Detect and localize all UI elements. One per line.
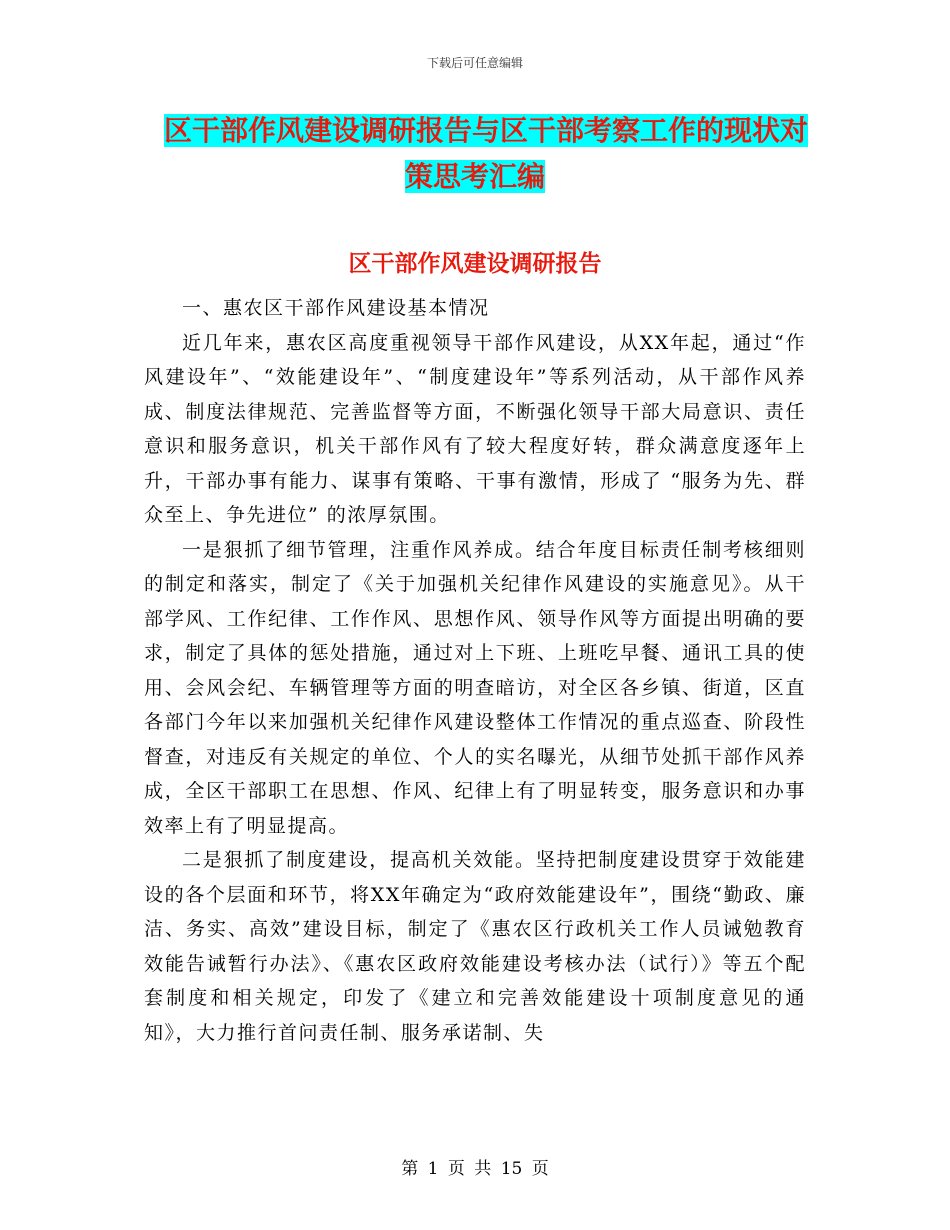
section-heading-1: 一、惠农区干部作风建设基本情况 [182, 297, 490, 319]
document-title-line-2: 策思考汇编 [404, 160, 545, 193]
paragraph-point-1: 一是狠抓了细节管理，注重作风养成。结合年度目标责任制考核细则的制定和落实，制定了《关于加强机关纪律作风建设的实施意见》。从干部学风、工作纪律、工作作风、思想作风、领导作风等方面提出明确的要求，制定了具体的惩处措施，通过对上下班、上班吃早餐、通讯工具的使用、会风会纪、车辆管理等方面的明查暗访，对全区各乡镇、街道，区直各部门今年以来加强机关纪律作风建设整体工作情况的重点巡查、阶段性督查，对违反有关规定的单位、个人的实名曝光，从细节处抓干部作风养成，全区干部职工在思想、作风、纪律上有了明显转变，服务意识和办事效率上有了明显提高。 [144, 538, 806, 837]
page-number-footer: 第 1 页 共 15 页 [401, 1159, 549, 1179]
document-title-line-1: 区干部作风建设调研报告与区干部考察工作的现状对 [163, 114, 808, 147]
document-title [0, 108, 950, 200]
document-body [144, 291, 806, 1050]
paragraph-intro: 近几年来，惠农区高度重视领导干部作风建设，从XX年起，通过“作风建设年”、“效能建设年”、“制度建设年”等系列活动，从干部作风养成、制度法律规范、完善监督等方面，不断强化领导干部大局意识、责任意识和服务意识，机关干部作风有了较大程度好转，群众满意度逐年上升，干部办事有能力、谋事有策略、干事有激情，形成了 “服务为先、群众至上、争先进位” 的浓厚氛围。 [144, 331, 806, 526]
page-header-note: 下载后可任意编辑 [426, 56, 523, 70]
section-title: 区干部作风建设调研报告 [348, 251, 602, 277]
paragraph-point-2: 二是狠抓了制度建设，提高机关效能。坚持把制度建设贯穿于效能建设的各个层面和环节，将XX年确定为“政府效能建设年”，围绕“勤政、廉洁、务实、高效”建设目标，制定了《惠农区行政机关工作人员诫勉教育效能告诫暂行办法》、《惠农区政府效能建设考核办法（试行）》等五个配套制度和相关规定，印发了《建立和完善效能建设十项制度意见的通知》，大力推行首问责任制、服务承诺制、失 [144, 849, 806, 1044]
